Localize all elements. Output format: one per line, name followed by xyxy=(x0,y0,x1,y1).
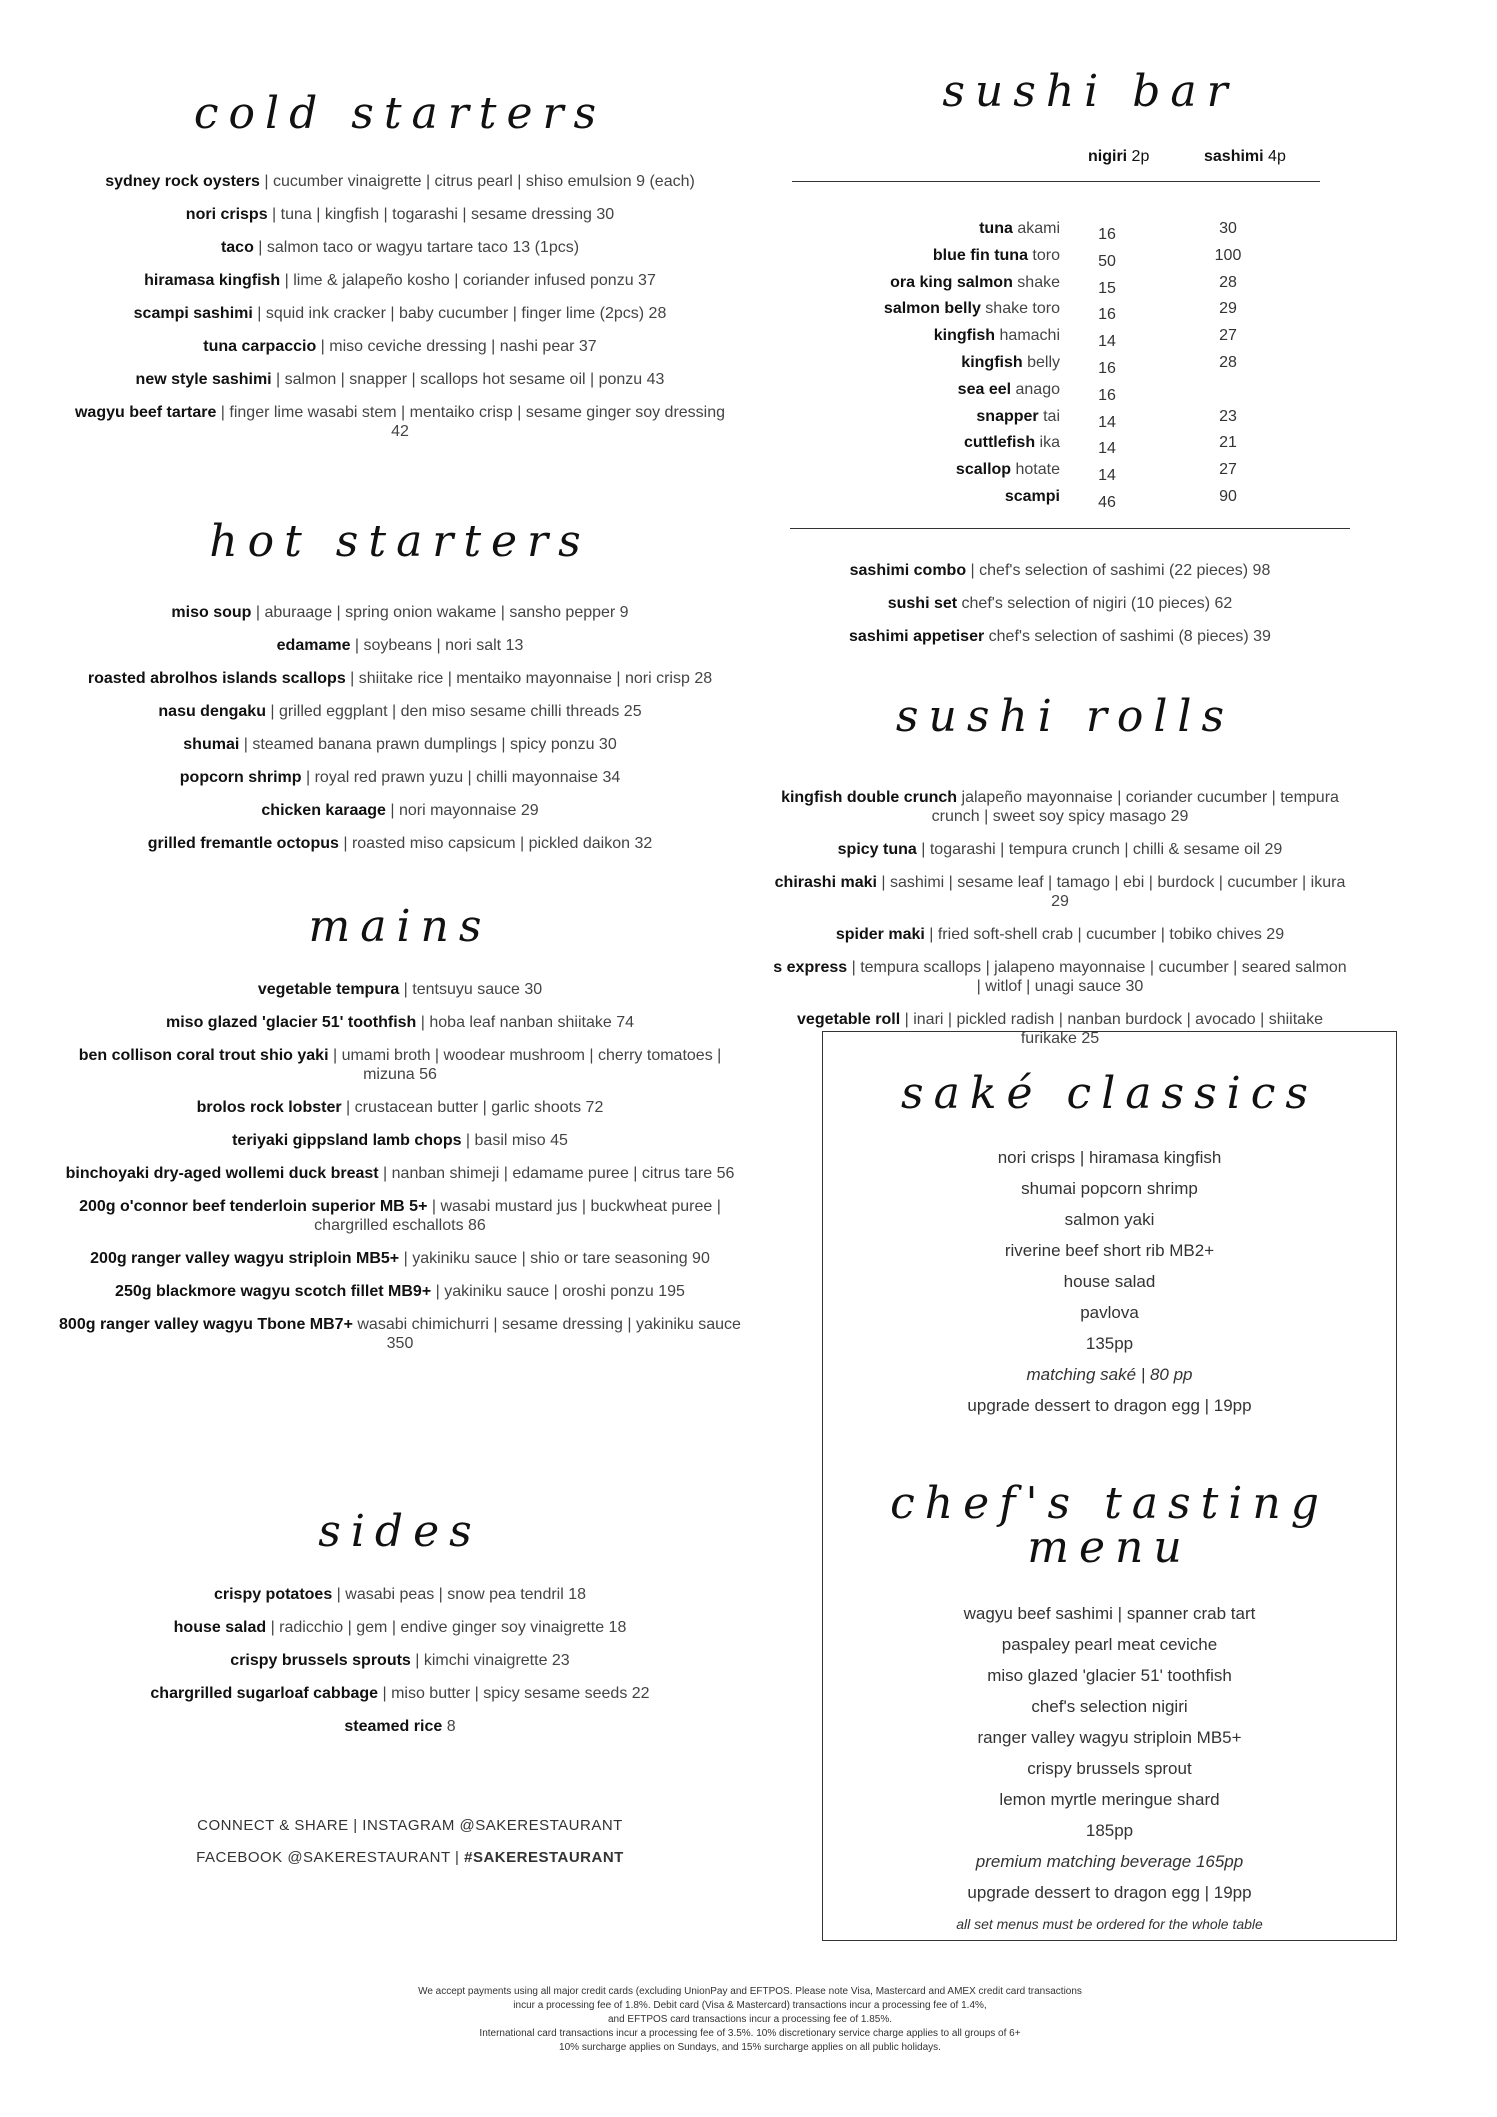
menu-item-description: | basil miso 45 xyxy=(461,1132,568,1149)
menu-item-description: | umami broth | woodear mushroom | cherry tomatoes | mizuna 56 xyxy=(328,1047,722,1083)
menu-item-name: edamame xyxy=(276,637,351,654)
menu-item-name: s express xyxy=(773,959,848,976)
sushi-rolls-heading-wrap xyxy=(780,691,1350,742)
sushi-bar-item xyxy=(780,461,1060,479)
menu-item-description: | lime & jalapeño kosho | coriander infused ponzu 37 xyxy=(280,272,656,289)
sushi-bar-bottom-rule xyxy=(790,528,1350,529)
footer-line: 10% surcharge applies on Sundays, and 15% surcharge applies on all public holidays. xyxy=(559,2042,941,2053)
menu-item xyxy=(60,1618,740,1637)
sushi-rolls-heading: sushi rolls xyxy=(895,691,1235,742)
menu-item-description: | crustacean butter | garlic shoots 72 xyxy=(341,1099,604,1116)
sushi-bar-item-jp: tai xyxy=(1038,407,1060,425)
menu-item xyxy=(55,1046,745,1084)
menu-item xyxy=(60,801,740,820)
sushi-bar-item xyxy=(780,300,1060,318)
nigiri-price: 14 xyxy=(1098,440,1116,458)
sushi-bar-item xyxy=(780,488,1060,506)
menu-item-description: chef's selection of sashimi (8 pieces) 39 xyxy=(984,628,1271,645)
social-links xyxy=(150,1810,670,1874)
menu-item xyxy=(60,1717,740,1736)
footer-line: International card transactions incur a processing fee of 3.5%. 10% discretionary service charge applies to all groups of 6+ xyxy=(479,2028,1021,2039)
menu-item-name: hiramasa kingfish xyxy=(144,272,281,289)
set-menu-line: crispy brussels sprout xyxy=(1027,1759,1192,1778)
menu-item-description: | salmon | snapper | scallops hot sesame oil | ponzu 43 xyxy=(271,371,665,388)
menu-item-description: | aburaage | spring onion wakame | sansho pepper 9 xyxy=(251,604,629,621)
sushi-bar-item xyxy=(780,434,1060,452)
sushi-bar-item-name: blue fin tuna xyxy=(932,246,1028,264)
social-hashtag[interactable]: #SAKERESTAURANT xyxy=(464,1849,624,1866)
footer-line: and EFTPOS card transactions incur a processing fee of 1.85%. xyxy=(607,2014,893,2025)
sides-heading-wrap xyxy=(50,1506,750,1557)
menu-item xyxy=(70,172,730,191)
menu-item-description: | wasabi peas | snow pea tendril 18 xyxy=(332,1586,587,1603)
menu-item-description: | wasabi mustard jus | buckwheat puree | chargrilled eschallots 86 xyxy=(314,1198,721,1234)
menu-item xyxy=(55,980,745,999)
menu-item-description: | miso butter | spicy sesame seeds 22 xyxy=(378,1685,650,1702)
sushi-bar-heading: sushi bar xyxy=(942,66,1238,117)
nigiri-price: 46 xyxy=(1098,494,1116,511)
menu-item xyxy=(70,370,730,389)
set-menu-line: shumai popcorn shrimp xyxy=(1021,1179,1198,1198)
set-menu-line: chef's selection nigiri xyxy=(1031,1697,1188,1716)
menu-item xyxy=(60,735,740,754)
menu-item-description: | nanban shimeji | edamame puree | citrus tare 56 xyxy=(378,1165,735,1182)
nigiri-price: 14 xyxy=(1098,467,1116,485)
menu-item-description: | tuna | kingfish | togarashi | sesame dressing 30 xyxy=(267,206,615,223)
set-menu-line: salmon yaki xyxy=(1064,1210,1155,1229)
menu-item xyxy=(55,1164,745,1183)
sushi-bar-item-name: tuna xyxy=(979,220,1013,237)
mains-heading: mains xyxy=(308,901,492,952)
menu-item-name: miso soup xyxy=(171,604,252,621)
menu-item-description: | cucumber vinaigrette | citrus pearl | shiso emulsion 9 (each) xyxy=(259,173,695,190)
sushi-bar-item-name: sea eel xyxy=(957,380,1012,398)
menu-item xyxy=(60,669,740,688)
sashimi-price: 100 xyxy=(1214,246,1242,264)
sides-list xyxy=(50,1585,750,1750)
sushi-bar-item-jp: belly xyxy=(1022,354,1060,371)
menu-item-name: vegetable roll xyxy=(797,1011,901,1028)
menu-item-name: sashimi combo xyxy=(849,562,967,579)
hot-starters-heading: hot starters xyxy=(209,516,591,567)
menu-item-description: | soybeans | nori salt 13 xyxy=(350,637,524,654)
sushi-bar-item-name: snapper xyxy=(976,407,1039,425)
menu-item-description: | salmon taco or wagyu tartare taco 13 (1pcs) xyxy=(253,239,580,256)
set-menu-line: 135pp xyxy=(1085,1334,1134,1353)
cold-starters-heading: cold starters xyxy=(193,88,607,139)
sashimi-price: 28 xyxy=(1219,273,1237,291)
menu-item-description: | yakiniku sauce | oroshi ponzu 195 xyxy=(431,1283,685,1300)
sushi-bar-item-jp: hamachi xyxy=(995,327,1060,345)
sushi-rolls-list xyxy=(770,788,1350,1062)
set-menu-line: riverine beef short rib MB2+ xyxy=(1004,1241,1215,1260)
menu-item-name: 200g o'connor beef tenderloin superior MB 5+ xyxy=(79,1198,428,1215)
menu-item-description: | fried soft-shell crab | cucumber | tobiko chives 29 xyxy=(924,926,1285,943)
menu-item xyxy=(70,403,730,441)
nigiri-price: 14 xyxy=(1098,413,1116,431)
sushi-bar-top-rule xyxy=(792,181,1320,182)
menu-item-description: | tempura scallops | jalapeno mayonnaise | cucumber | seared salmon | witlof | unagi sauce 30 xyxy=(847,959,1347,995)
sushi-bar-item-jp: akami xyxy=(1012,220,1060,237)
menu-item-description: | inari | pickled radish | nanban burdock | avocado | shiitake furikake 25 xyxy=(900,1011,1323,1047)
menu-item xyxy=(60,1684,740,1703)
menu-item-name: spider maki xyxy=(835,926,925,943)
sushi-bar-item xyxy=(780,327,1060,345)
sushi-bar-item-name: kingfish xyxy=(961,354,1023,371)
footer-line: incur a processing fee of 1.8%. Debit card (Visa & Mastercard) transactions incur a processing fee of 1.4%, xyxy=(513,2000,987,2011)
payment-footer xyxy=(230,1985,1270,2055)
menu-item-name: binchoyaki dry-aged wollemi duck breast xyxy=(65,1165,379,1182)
sushi-bar-item-jp: ika xyxy=(1035,434,1060,452)
set-menu-line: pavlova xyxy=(1080,1303,1139,1322)
sake-classics-heading: saké classics xyxy=(901,1068,1318,1119)
menu-item xyxy=(780,627,1340,646)
menu-item-name: chicken karaage xyxy=(261,802,386,819)
menu-item xyxy=(770,958,1350,996)
menu-item-name: new style sashimi xyxy=(135,371,272,388)
menu-item xyxy=(60,603,740,622)
menu-item-description: jalapeño mayonnaise | coriander cucumber | tempura crunch | sweet soy spicy masago 29 xyxy=(931,789,1339,825)
menu-item-description: | finger lime wasabi stem | mentaiko crisp | sesame ginger soy dressing 42 xyxy=(216,404,726,440)
nigiri-price: 16 xyxy=(1098,386,1116,404)
menu-item-name: scampi sashimi xyxy=(133,305,253,322)
menu-item-description: | radicchio | gem | endive ginger soy vinaigrette 18 xyxy=(266,1619,627,1636)
set-menu-line: lemon myrtle meringue shard xyxy=(999,1790,1220,1809)
sushi-bar-item-name: scampi xyxy=(1004,488,1060,505)
menu-item-description: 8 xyxy=(442,1718,456,1735)
sashimi-price: 27 xyxy=(1219,461,1237,479)
menu-item-description: chef's selection of nigiri (10 pieces) 62 xyxy=(957,595,1233,612)
sushi-bar-item xyxy=(780,247,1060,265)
sushi-bar-item-name: salmon belly xyxy=(883,300,981,318)
menu-item-description: | kimchi vinaigrette 23 xyxy=(410,1652,570,1669)
menu-item-name: 800g ranger valley wagyu Tbone MB7+ xyxy=(59,1316,353,1333)
menu-item xyxy=(55,1131,745,1150)
social-line-facebook[interactable] xyxy=(150,1842,670,1874)
sushi-bar-item-jp: toro xyxy=(1027,246,1060,264)
menu-item-name: nori crisps xyxy=(185,206,268,223)
menu-item-name: kingfish double crunch xyxy=(781,789,958,806)
menu-item xyxy=(770,788,1350,826)
sushi-bar-item xyxy=(780,220,1060,238)
social-facebook[interactable]: FACEBOOK @SAKERESTAURANT | xyxy=(196,1849,465,1866)
menu-item-description: | steamed banana prawn dumplings | spicy ponzu 30 xyxy=(239,736,617,753)
menu-item-name: taco xyxy=(220,239,254,256)
menu-item xyxy=(70,304,730,323)
menu-item-description: wasabi chimichurri | sesame dressing | yakiniku sauce 350 xyxy=(352,1316,741,1352)
sushi-bar-item-jp: shake xyxy=(1012,273,1060,291)
sushi-bar-item-jp: hotate xyxy=(1011,461,1060,479)
menu-item xyxy=(70,271,730,290)
sushi-bar-item xyxy=(780,381,1060,399)
menu-item xyxy=(780,561,1340,580)
menu-item-name: brolos rock lobster xyxy=(196,1099,342,1116)
sashimi-price: 29 xyxy=(1219,300,1237,318)
menu-item-description: | chef's selection of sashimi (22 pieces) 98 xyxy=(966,562,1271,579)
nigiri-price: 16 xyxy=(1098,306,1116,324)
menu-item-description: | sashimi | sesame leaf | tamago | ebi | burdock | cucumber | ikura 29 xyxy=(876,874,1346,910)
sushi-bar-item xyxy=(780,354,1060,372)
menu-item xyxy=(60,768,740,787)
menu-item-name: popcorn shrimp xyxy=(179,769,302,786)
sashimi-price: 21 xyxy=(1219,434,1237,452)
menu-item xyxy=(55,1315,745,1353)
sushi-bar-item-name: cuttlefish xyxy=(963,434,1036,452)
sushi-combos xyxy=(780,561,1340,660)
set-menu-line: ranger valley wagyu striploin MB5+ xyxy=(977,1728,1242,1747)
chefs-tasting-section xyxy=(822,1478,1397,1945)
nigiri-price: 15 xyxy=(1098,279,1116,297)
set-menu-line: nori crisps | hiramasa kingfish xyxy=(997,1148,1222,1167)
sushi-bar-item-name: scallop xyxy=(955,461,1012,479)
set-menu-line: miso glazed 'glacier 51' toothfish xyxy=(987,1666,1232,1685)
menu-item-name: chirashi maki xyxy=(774,874,877,891)
menu-item xyxy=(55,1197,745,1235)
menu-item-description: | yakiniku sauce | shio or tare seasoning 90 xyxy=(399,1250,710,1267)
set-menu-line: house salad xyxy=(1063,1272,1156,1291)
menu-item xyxy=(55,1098,745,1117)
chefs-tasting-heading: chef's tasting menu xyxy=(890,1478,1329,1573)
menu-item-name: 200g ranger valley wagyu striploin MB5+ xyxy=(90,1250,400,1267)
menu-item-description: | hoba leaf nanban shiitake 74 xyxy=(416,1014,634,1031)
menu-item-name: crispy brussels sprouts xyxy=(230,1652,411,1669)
set-menu-line: 185pp xyxy=(1085,1821,1134,1840)
tasting-upgrade: upgrade dessert to dragon egg | 19pp xyxy=(967,1883,1252,1902)
sushi-bar-item xyxy=(780,408,1060,426)
menu-item-description: | grilled eggplant | den miso sesame chilli threads 25 xyxy=(265,703,642,720)
menu-item xyxy=(70,337,730,356)
menu-item xyxy=(60,1651,740,1670)
menu-item xyxy=(70,238,730,257)
menu-item-name: 250g blackmore wagyu scotch fillet MB9+ xyxy=(115,1283,432,1300)
menu-item-name: vegetable tempura xyxy=(257,981,400,998)
menu-item-description: | roasted miso capsicum | pickled daikon 32 xyxy=(338,835,653,852)
sashimi-price: 28 xyxy=(1219,354,1237,371)
sashimi-price: 27 xyxy=(1219,327,1237,345)
menu-item-description: | royal red prawn yuzu | chilli mayonnaise 34 xyxy=(301,769,621,786)
nigiri-price: 16 xyxy=(1098,360,1116,377)
menu-item-name: miso glazed 'glacier 51' toothfish xyxy=(166,1014,417,1031)
menu-item xyxy=(55,1282,745,1301)
menu-item xyxy=(55,1013,745,1032)
sushi-bar-item-name: ora king salmon xyxy=(890,273,1013,291)
menu-item xyxy=(770,840,1350,859)
nigiri-price: 16 xyxy=(1098,226,1116,243)
menu-item xyxy=(60,1585,740,1604)
menu-item-name: chargrilled sugarloaf cabbage xyxy=(150,1685,379,1702)
menu-item-name: teriyaki gippsland lamb chops xyxy=(232,1132,462,1149)
nigiri-column-header: nigiri 2p xyxy=(1088,148,1150,165)
menu-item-name: steamed rice xyxy=(344,1718,443,1735)
menu-item-description: | togarashi | tempura crunch | chilli & sesame oil 29 xyxy=(916,841,1283,858)
menu-item-name: grilled fremantle octopus xyxy=(147,835,339,852)
menu-item-name: nasu dengaku xyxy=(158,703,266,720)
menu-item-name: roasted abrolhos islands scallops xyxy=(87,670,346,687)
footer-line: We accept payments using all major credit cards (excluding UnionPay and EFTPOS. Please note Visa, Mastercard and AMEX credit card transactions xyxy=(418,1986,1082,1997)
sake-classics-section xyxy=(822,1068,1397,1427)
mains-list xyxy=(50,980,750,1367)
menu-item xyxy=(70,205,730,224)
nigiri-price: 14 xyxy=(1098,333,1116,351)
menu-item xyxy=(770,925,1350,944)
hot-starters-list xyxy=(50,603,750,867)
menu-item xyxy=(780,594,1340,613)
menu-item-name: sushi set xyxy=(887,595,958,612)
menu-item-name: sydney rock oysters xyxy=(105,173,260,190)
sushi-bar-rows xyxy=(780,220,1380,511)
sake-upgrade: upgrade dessert to dragon egg | 19pp xyxy=(967,1396,1252,1415)
menu-item-name: tuna carpaccio xyxy=(203,338,317,355)
set-menu-note: all set menus must be ordered for the whole table xyxy=(956,1916,1263,1932)
menu-item-name: wagyu beef tartare xyxy=(74,404,217,421)
menu-item-name: house salad xyxy=(173,1619,267,1636)
menu-item-description: | shiitake rice | mentaiko mayonnaise | nori crisp 28 xyxy=(345,670,713,687)
menu-item-name: crispy potatoes xyxy=(213,1586,333,1603)
menu-item-name: spicy tuna xyxy=(837,841,917,858)
sashimi-price: 23 xyxy=(1219,407,1237,425)
sushi-bar-item-jp: shake toro xyxy=(980,300,1060,318)
mains-heading-wrap xyxy=(50,901,750,952)
menu-item-description: | tentsuyu sauce 30 xyxy=(399,981,543,998)
sides-heading: sides xyxy=(318,1506,482,1557)
menu-item-name: sashimi appetiser xyxy=(849,628,985,645)
set-menu-line: paspaley pearl meat ceviche xyxy=(1001,1635,1218,1654)
sashimi-column-header: sashimi 4p xyxy=(1204,148,1286,165)
menu-item xyxy=(60,702,740,721)
chefs-tasting-lines xyxy=(822,1604,1397,1841)
set-menu-line: wagyu beef sashimi | spanner crab tart xyxy=(963,1604,1256,1623)
nigiri-price: 50 xyxy=(1098,252,1116,270)
sashimi-price: 90 xyxy=(1219,488,1237,505)
menu-item-description: | miso ceviche dressing | nashi pear 37 xyxy=(316,338,597,355)
sushi-bar-item xyxy=(780,274,1060,292)
menu-item xyxy=(770,873,1350,911)
menu-item xyxy=(60,834,740,853)
sushi-bar-item-jp: anago xyxy=(1011,380,1060,398)
menu-item xyxy=(60,636,740,655)
sashimi-price: 30 xyxy=(1219,220,1237,237)
menu-item-description: | nori mayonnaise 29 xyxy=(385,802,539,819)
social-line-instagram[interactable]: CONNECT & SHARE | INSTAGRAM @SAKERESTAURANT xyxy=(197,1817,623,1834)
tasting-matching: premium matching beverage 165pp xyxy=(975,1852,1244,1871)
menu-item-name: shumai xyxy=(183,736,240,753)
hot-starters-heading-wrap xyxy=(50,516,750,567)
sushi-bar-section xyxy=(780,66,1380,540)
sake-classics-lines xyxy=(822,1148,1397,1354)
menu-item xyxy=(55,1249,745,1268)
menu-item-description: | squid ink cracker | baby cucumber | finger lime (2pcs) 28 xyxy=(252,305,667,322)
sake-matching: matching saké | 80 pp xyxy=(1026,1365,1193,1384)
sushi-bar-item-name: kingfish xyxy=(933,327,996,345)
cold-starters-list xyxy=(50,172,750,455)
menu-item-name: ben collison coral trout shio yaki xyxy=(78,1047,329,1064)
